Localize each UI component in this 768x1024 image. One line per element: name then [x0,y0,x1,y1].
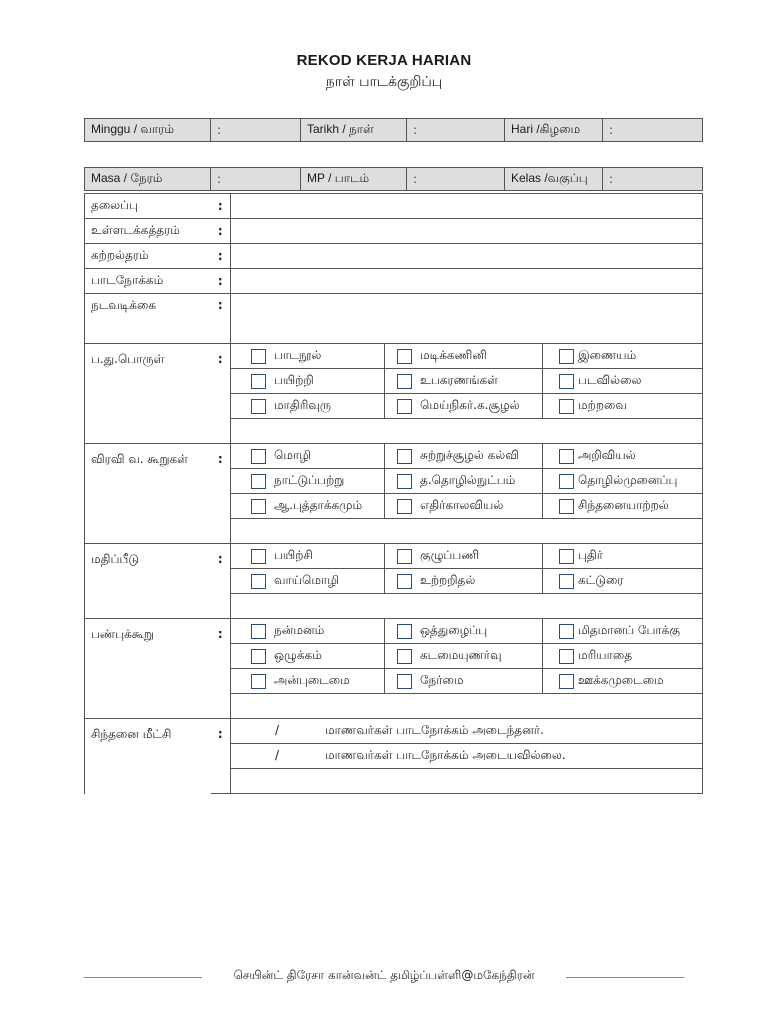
option-label: மரியாதை [578,648,633,662]
checkbox[interactable] [251,449,266,464]
checkbox[interactable] [559,574,574,589]
option-label: மெய்நிகர்.க.சூழல் [420,398,520,412]
footer-text: செயின்ட் திரேசா கான்வன்ட் தமிழ்ப்பள்ளி@மகேந்திரன் [233,968,535,982]
tarikh-label: Tarikh / நாள் [301,119,407,142]
learning-standard-input[interactable] [231,244,703,269]
section-colon: : [211,344,231,444]
checkbox[interactable] [251,349,266,364]
reflection-line-not-achieved[interactable] [231,744,703,769]
section-note-input[interactable] [231,419,703,444]
minggu-label: Minggu / வாரம் [85,119,211,142]
checkbox[interactable] [251,624,266,639]
option-label: எதிர்காலவியல் [420,498,504,512]
field-row [85,244,703,269]
option-label: ஒழுக்கம் [274,648,322,662]
field-label: தலைப்பு [85,194,211,219]
checkbox[interactable] [397,624,412,639]
section-label: விரவி வ. கூறுகள் [85,444,211,544]
option-label: கடமையுணர்வு [420,648,502,662]
section-colon: : [211,444,231,544]
reflection-label: சிந்தனை மீட்சி [85,719,211,794]
option-label: அறிவியல் [578,448,636,462]
reflection-slash: / [275,748,280,762]
option-label: ஆ.புத்தாக்கமும் [274,498,363,512]
reflection-colon: : [211,719,231,794]
option-label: இணையம் [578,348,637,362]
field-row [85,294,703,344]
page-title: REKOD KERJA HARIAN [296,52,472,69]
field-label: நடவடிக்கை [85,294,211,344]
reflection-slash: / [275,723,280,737]
option-label: வாய்மொழி [274,573,340,587]
option-label: உற்றறிதல் [420,573,476,587]
checkbox[interactable] [397,499,412,514]
checkbox[interactable] [397,474,412,489]
section-colon: : [211,619,231,719]
option-label: மொழி [274,448,312,462]
objective-input[interactable] [231,269,703,294]
checkbox[interactable] [559,499,574,514]
option-label: உபகரணங்கள் [420,373,498,387]
option-label: நாட்டுப்பற்று [274,473,345,487]
checkbox[interactable] [559,474,574,489]
page-subtitle: நாள் பாடக்குறிப்பு [325,74,443,90]
checkbox[interactable] [397,349,412,364]
footer [0,966,768,986]
checkbox[interactable] [559,674,574,689]
checkbox[interactable] [397,449,412,464]
option-label: ஒத்துழைப்பு [420,623,488,637]
field-colon: : [211,244,231,269]
field-colon: : [211,194,231,219]
option-label: பாடநூல் [274,348,322,362]
field-label: பாடநோக்கம் [85,269,211,294]
checkbox[interactable] [251,499,266,514]
content-standard-input[interactable] [231,219,703,244]
option-label: படவில்லை [578,373,642,387]
info-table-time [84,167,703,191]
section-label: மதிப்பீடு [85,544,211,619]
section-label: ப.து.பொருள் [85,344,211,444]
checkbox[interactable] [397,399,412,414]
checkbox[interactable] [397,374,412,389]
option-label: சுற்றுச்சூழல் கல்வி [420,448,519,462]
option-label: புதிர் [578,548,604,562]
field-colon: : [211,269,231,294]
field-colon: : [211,219,231,244]
activity-input[interactable] [231,294,703,344]
option-label: பயிற்றி [274,373,314,387]
reflection-line-achieved[interactable] [231,719,703,744]
checkbox[interactable] [251,649,266,664]
mp-label: MP / பாடம் [301,168,407,191]
checkbox[interactable] [251,399,266,414]
masa-label: Masa / நேரம் [85,168,211,191]
checkbox[interactable] [397,549,412,564]
option-label: மற்றவை [578,398,627,412]
tajuk-input[interactable] [231,194,703,219]
field-colon: : [211,294,231,344]
field-row [85,269,703,294]
checkbox[interactable] [251,674,266,689]
checkbox[interactable] [559,374,574,389]
section-note-input[interactable] [231,519,703,544]
field-row [85,219,703,244]
option-label: ஊக்கமுடைமை [578,673,664,687]
info-table-week [84,118,703,142]
option-label: மடிக்கணினி [420,348,487,362]
checkbox[interactable] [251,574,266,589]
mp-field[interactable]: : [407,168,505,191]
section-note-input[interactable] [231,594,703,619]
checkbox[interactable] [559,349,574,364]
section-colon: : [211,544,231,619]
checkbox[interactable] [397,674,412,689]
hari-field[interactable]: : [603,119,703,142]
checkbox[interactable] [559,624,574,639]
kelas-field[interactable]: : [603,168,703,191]
tarikh-field[interactable]: : [407,119,505,142]
option-label: குழுப்பணி [420,548,480,562]
checkbox[interactable] [559,449,574,464]
minggu-field[interactable]: : [211,119,301,142]
option-label: தொழில்முனைப்பு [578,473,678,487]
section-note-input[interactable] [231,694,703,719]
checkbox[interactable] [559,549,574,564]
kelas-label: Kelas /வகுப்பு [505,168,603,191]
option-label: பயிற்சி [274,548,313,562]
reflection-text: மாணவர்கள் பாடநோக்கம் அடைந்தனர். [325,723,544,737]
reflection-note-input[interactable] [231,769,703,794]
masa-field[interactable]: : [211,168,301,191]
lesson-plan-table [84,193,703,794]
reflection-text: மாணவர்கள் பாடநோக்கம் அடையவில்லை. [325,748,566,762]
option-label: சிந்தனையாற்றல் [578,498,669,512]
option-label: மாதிரிவுரு [274,398,331,412]
option-label: கட்டுரை [578,573,624,587]
field-label: கற்றல்தரம் [85,244,211,269]
hari-label: Hari /கிழமை [505,119,603,142]
checkbox[interactable] [397,649,412,664]
checkbox[interactable] [559,399,574,414]
option-label: நேர்மை [420,673,464,687]
option-label: த.தொழில்நுட்பம் [420,473,516,487]
section-label: பண்புக்கூறு [85,619,211,719]
option-label: அன்புடைமை [274,673,350,687]
checkbox[interactable] [251,374,266,389]
checkbox[interactable] [559,649,574,664]
option-label: நன்மனம் [274,623,325,637]
field-row [85,194,703,219]
field-label: உள்ளடக்கத்தரம் [85,219,211,244]
option-label: மிதமானப் போக்கு [578,623,680,637]
checkbox[interactable] [251,549,266,564]
checkbox[interactable] [397,574,412,589]
checkbox[interactable] [251,474,266,489]
